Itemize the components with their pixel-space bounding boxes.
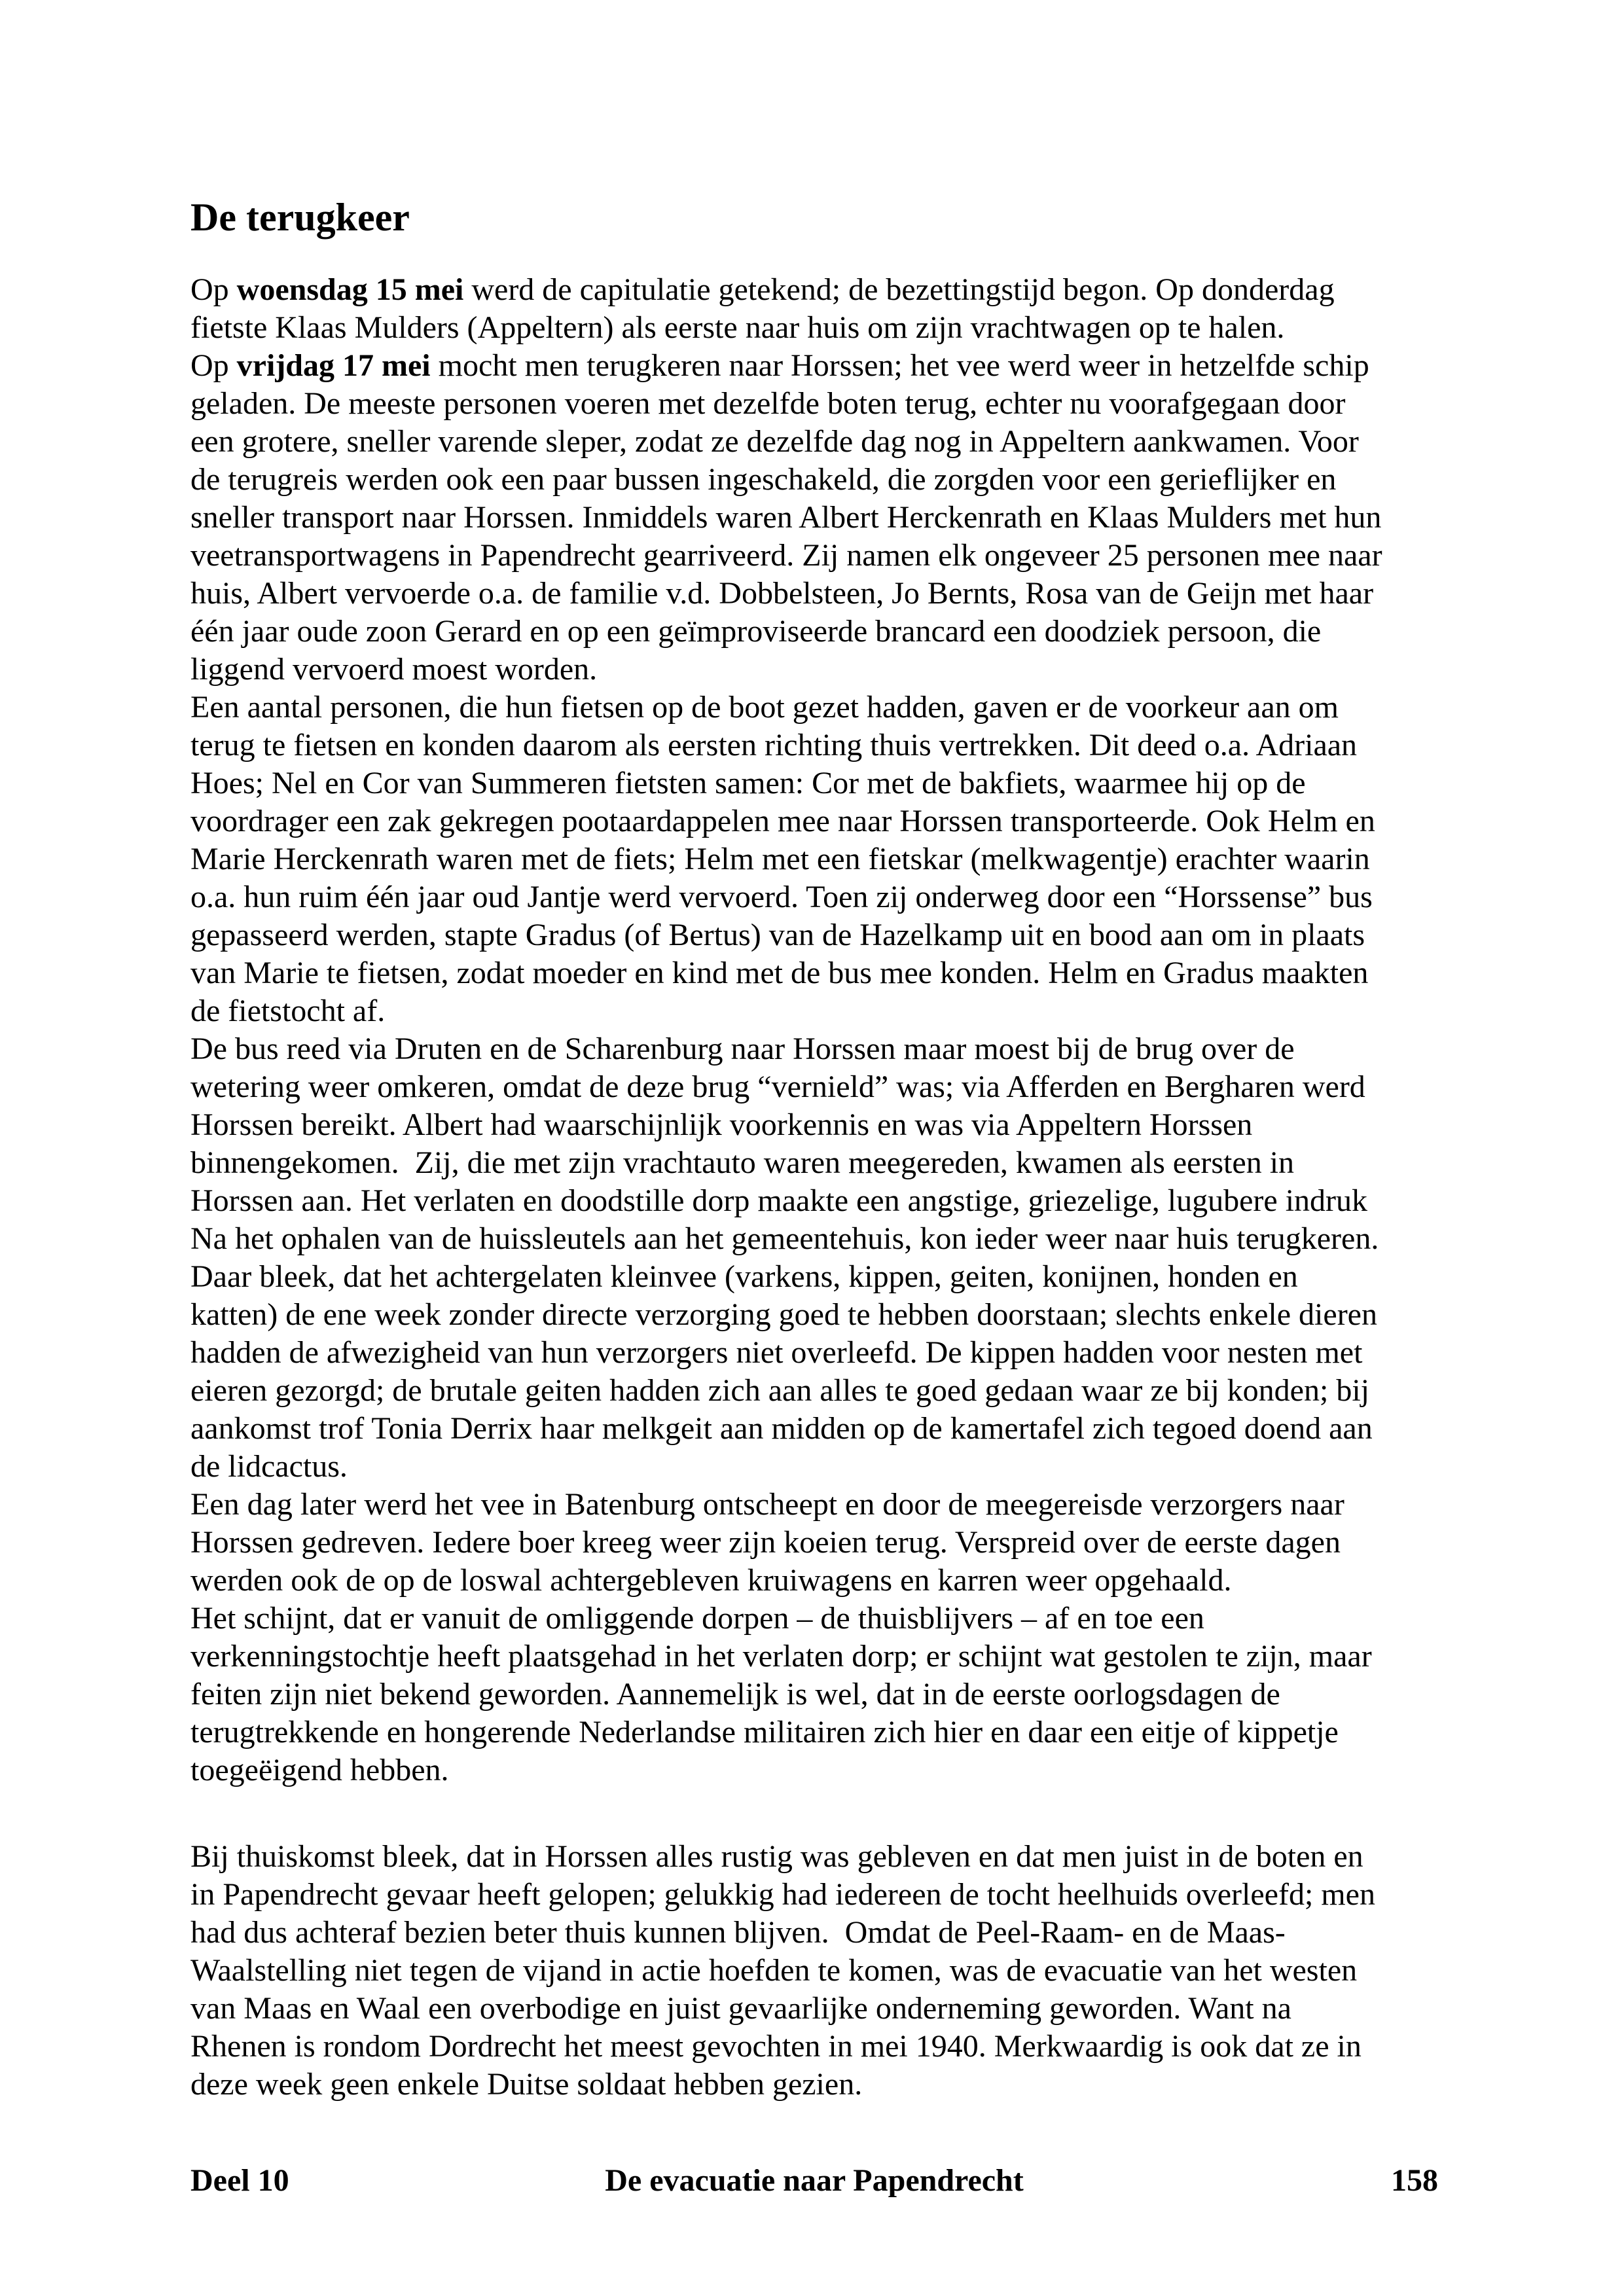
text-line (190, 1486, 1447, 1524)
text-line (190, 1258, 1447, 1296)
text-run: binnengekomen. Zij, die met zijn vrachtauto waren meegereden, kwamen als eersten in (190, 1145, 1295, 1180)
text-run: eieren gezorgd; de brutale geiten hadden zich aan alles te goed gedaan waar ze bij konden; bij (190, 1373, 1369, 1408)
text-line (190, 1372, 1447, 1410)
text-run: had dus achteraf bezien beter thuis kunnen blijven. Omdat de Peel-Raam- en de Maas- (190, 1915, 1286, 1950)
text-run: Bij thuiskomst bleek, dat in Horssen alles rustig was gebleven en dat men juist in de boten en (190, 1839, 1363, 1874)
text-line (190, 347, 1447, 385)
text-line (190, 1068, 1447, 1106)
text-line (190, 726, 1447, 764)
text-line (190, 651, 1447, 689)
text-run: Na het ophalen van de huissleutels aan het gemeentehuis, kon ieder weer naar huis terugkeren. (190, 1221, 1379, 1256)
text-line (190, 1952, 1447, 1990)
blank-line (190, 1789, 1447, 1838)
text-run: Horssen bereikt. Albert had waarschijnlijk voorkennis en was via Appeltern Horssen (190, 1107, 1253, 1142)
text-line (190, 1334, 1447, 1372)
text-run: Op (190, 272, 237, 307)
text-run: Waalstelling niet tegen de vijand in actie hoefden te komen, was de evacuatie van het westen (190, 1953, 1358, 1988)
text-line (190, 954, 1447, 992)
text-run: Een dag later werd het vee in Batenburg ontscheept en door de meegereisde verzorgers naar (190, 1487, 1344, 1522)
text-line (190, 1448, 1447, 1486)
text-run: wetering weer omkeren, omdat de deze brug “vernield” was; via Afferden en Bergharen werd (190, 1069, 1365, 1104)
text-line (190, 1876, 1447, 1914)
text-line (190, 1296, 1447, 1334)
text-run: toegeëigend hebben. (190, 1753, 449, 1787)
text-run: terugtrekkende en hongerende Nederlandse militairen zich hier en daar een eitje of kippetje (190, 1715, 1339, 1749)
text-line (190, 992, 1447, 1030)
footer-chapter-title: De evacuatie naar Papendrecht (605, 2163, 1024, 2198)
text-line (190, 802, 1447, 840)
text-line (190, 385, 1447, 423)
text-run: Horssen gedreven. Iedere boer kreeg weer zijn koeien terug. Verspreid over de eerste dagen (190, 1525, 1341, 1560)
text-line (190, 916, 1447, 954)
text-run: Marie Herckenrath waren met de fiets; Helm met een fietskar (melkwagentje) erachter waarin (190, 842, 1370, 876)
text-line (190, 1106, 1447, 1144)
text-run: katten) de ene week zonder directe verzorging goed te hebben doorstaan; slechts enkele dieren (190, 1297, 1377, 1332)
text-run: sneller transport naar Horssen. Inmiddels waren Albert Herckenrath en Klaas Mulders met hun (190, 500, 1382, 535)
text-line (190, 309, 1447, 347)
text-run: Op (190, 348, 237, 383)
text-line (190, 1144, 1447, 1182)
text-run: de fietstocht af. (190, 994, 386, 1028)
bold-text-run: woensdag 15 mei (236, 272, 464, 307)
text-line (190, 1562, 1447, 1600)
text-run: fietste Klaas Mulders (Appeltern) als eerste naar huis om zijn vrachtwagen op te halen. (190, 310, 1285, 345)
text-line (190, 1713, 1447, 1751)
text-run: Horssen aan. Het verlaten en doodstille dorp maakte een angstige, griezelige, lugubere indruk (190, 1183, 1368, 1218)
text-line (190, 1410, 1447, 1448)
text-line (190, 537, 1447, 575)
footer-part-label: Deel 10 (190, 2163, 289, 2198)
text-run: mocht men terugkeren naar Horssen; het vee werd weer in hetzelfde schip (430, 348, 1369, 383)
text-line (190, 423, 1447, 461)
text-run: deze week geen enkele Duitse soldaat hebben gezien. (190, 2067, 863, 2102)
text-run: een grotere, sneller varende sleper, zodat ze dezelfde dag nog in Appeltern aankwamen. Voor (190, 424, 1359, 459)
text-run: van Marie te fietsen, zodat moeder en kind met de bus mee konden. Helm en Gradus maakten (190, 956, 1369, 990)
text-run: o.a. hun ruim één jaar oud Jantje werd vervoerd. Toen zij onderweg door een “Horssense” bus (190, 880, 1373, 914)
text-run: Rhenen is rondom Dordrecht het meest gevochten in mei 1940. Merkwaardig is ook dat ze in (190, 2029, 1362, 2064)
text-run: Een aantal personen, die hun fietsen op de boot gezet hadden, gaven er de voorkeur aan om (190, 690, 1339, 725)
text-line (190, 764, 1447, 802)
text-line (190, 1638, 1447, 1676)
text-line (190, 271, 1447, 309)
text-line (190, 2028, 1447, 2066)
text-run: gepasseerd werden, stapte Gradus (of Bertus) van de Hazelkamp uit en bood aan om in plaats (190, 918, 1365, 952)
page-footer (190, 2162, 1438, 2202)
text-run: één jaar oude zoon Gerard en op een geïmproviseerde brancard een doodziek persoon, die (190, 614, 1322, 649)
text-line (190, 575, 1447, 613)
text-run: veetransportwagens in Papendrecht gearriveerd. Zij namen elk ongeveer 25 personen mee naar (190, 538, 1382, 573)
text-line (190, 1600, 1447, 1638)
text-line (190, 840, 1447, 878)
text-line (190, 689, 1447, 726)
text-run: De bus reed via Druten en de Scharenburg naar Horssen maar moest bij de brug over de (190, 1031, 1295, 1066)
text-line (190, 1914, 1447, 1952)
text-line (190, 499, 1447, 537)
text-line (190, 878, 1447, 916)
text-line (190, 1676, 1447, 1713)
text-line (190, 1030, 1447, 1068)
text-run: hadden de afwezigheid van hun verzorgers niet overleefd. De kippen hadden voor nesten met (190, 1335, 1363, 1370)
body-text (190, 271, 1447, 2104)
text-run: van Maas en Waal een overbodige en juist gevaarlijke onderneming geworden. Want na (190, 1991, 1291, 2026)
text-line (190, 1220, 1447, 1258)
text-run: de terugreis werden ook een paar bussen ingeschakeld, die zorgden voor een gerieflijker en (190, 462, 1337, 497)
text-line (190, 1990, 1447, 2028)
text-line (190, 461, 1447, 499)
bold-text-run: vrijdag 17 mei (236, 348, 431, 383)
text-line (190, 2066, 1447, 2104)
text-run: huis, Albert vervoerde o.a. de familie v.d. Dobbelsteen, Jo Bernts, Rosa van de Geijn met haar (190, 576, 1374, 611)
text-run: Hoes; Nel en Cor van Summeren fietsten samen: Cor met de bakfiets, waarmee hij op de (190, 766, 1306, 800)
text-line (190, 1838, 1447, 1876)
text-run: werd de capitulatie getekend; de bezettingstijd begon. Op donderdag (463, 272, 1335, 307)
text-line (190, 1182, 1447, 1220)
text-run: geladen. De meeste personen voeren met dezelfde boten terug, echter nu voorafgegaan door (190, 386, 1346, 421)
text-run: werden ook de op de loswal achtergebleven kruiwagens en karren weer opgehaald. (190, 1563, 1232, 1598)
text-run: verkenningstochtje heeft plaatsgehad in het verlaten dorp; er schijnt wat gestolen te zijn, maar (190, 1639, 1372, 1674)
page-title: De terugkeer (190, 196, 410, 239)
text-run: voordrager een zak gekregen pootaardappelen mee naar Horssen transporteerde. Ook Helm en (190, 804, 1375, 838)
text-line (190, 1751, 1447, 1789)
text-run: Het schijnt, dat er vanuit de omliggende dorpen – de thuisblijvers – af en toe een (190, 1601, 1204, 1636)
text-line (190, 613, 1447, 651)
text-line (190, 1524, 1447, 1562)
text-run: Daar bleek, dat het achtergelaten kleinvee (varkens, kippen, geiten, konijnen, honden en (190, 1259, 1298, 1294)
text-run: aankomst trof Tonia Derrix haar melkgeit aan midden op de kamertafel zich tegoed doend aan (190, 1411, 1373, 1446)
text-run: feiten zijn niet bekend geworden. Aannemelijk is wel, dat in de eerste oorlogsdagen de (190, 1677, 1280, 1712)
text-run: in Papendrecht gevaar heeft gelopen; gelukkig had iedereen de tocht heelhuids overleefd; men (190, 1877, 1375, 1912)
text-run: de lidcactus. (190, 1449, 348, 1484)
text-run: liggend vervoerd moest worden. (190, 652, 598, 687)
text-run: terug te fietsen en konden daarom als eersten richting thuis vertrekken. Dit deed o.a. Adriaan (190, 728, 1358, 762)
footer-page-number: 158 (1391, 2163, 1438, 2198)
